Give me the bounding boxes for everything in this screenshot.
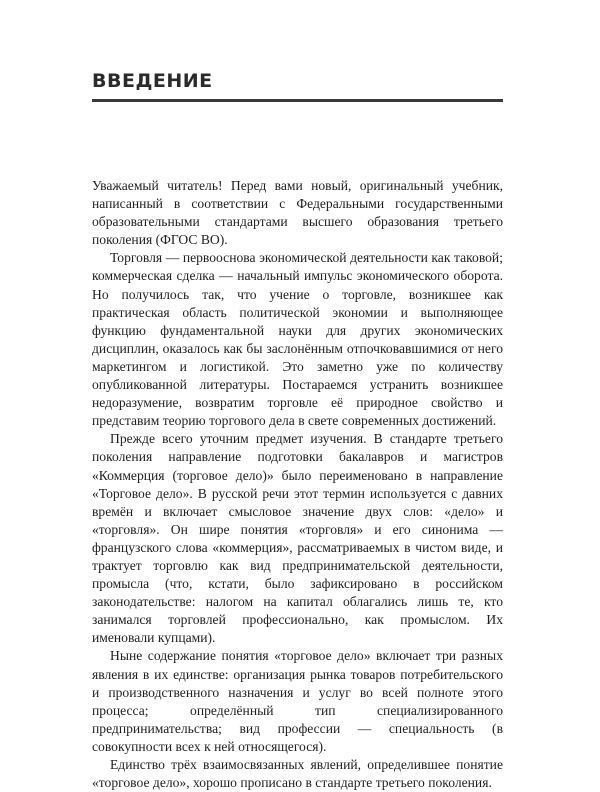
paragraph-3: Прежде всего уточним предмет изучения. В стандарте третьего поколения направление подготовки бакалавров и магистров «Коммерция (торговое дело)» было переименовано в направление «Торговое дело». В русской речи этот термин используется с давних времён и включает смысловое значение двух слов: «дело» и «торговля». Он шире понятия «торговля» и его синонима — французского слова «коммерция», рассматриваемых в чистом виде, и трактует торговлю как вид предпринимательской деятельности, промысла (что, кстати, было зафиксировано в российском законодательстве: налогом на капитал облагались лишь те, кто занимался торговлей профессионально, как промыслом. Их именовали купцами).: [92, 431, 503, 646]
paragraph-5: Единство трёх взаимосвязанных явлений, определившее понятие «торговое дело», хорошо прописано в стандарте третьего поколения.: [92, 757, 503, 791]
paragraph-1: Уважаемый читатель! Перед вами новый, оригинальный учебник, написанный в соответствии с Федеральными государственными образовательными стандартами высшего образования третьего поколения (ФГОС ВО).: [92, 178, 503, 248]
body-text: [92, 177, 503, 792]
paragraph-2: Торговля — первооснова экономической деятельности как таковой; коммерческая сделка — начальный импульс экономического оборота. Но получилось так, что учение о торговле, возникшее как практическая область политической экономии и выполняющее функцию фундаментальной науки для других экономических дисциплин, оказалось как бы заслонённым отпочковавшимися от него маркетингом и логистикой. Это заметно уже по количеству опубликованной литературы. Постараемся устранить возникшее недоразумение, возвратим торговле её природное свойство и представим теорию торгового дела в свете современных достижений.: [92, 250, 503, 429]
title-underline-rule: [92, 99, 503, 102]
paragraph-4: Ныне содержание понятия «торговое дело» включает три разных явления в их единстве: организация рынка товаров потребительского и производственного назначения и услуг во всей полноте этого процесса; определённый тип специализированного предпринимательства; вид профессии — специальность (в совокупности всех к ней относящегося).: [92, 648, 503, 754]
chapter-title: ВВЕДЕНИЕ: [92, 70, 213, 92]
